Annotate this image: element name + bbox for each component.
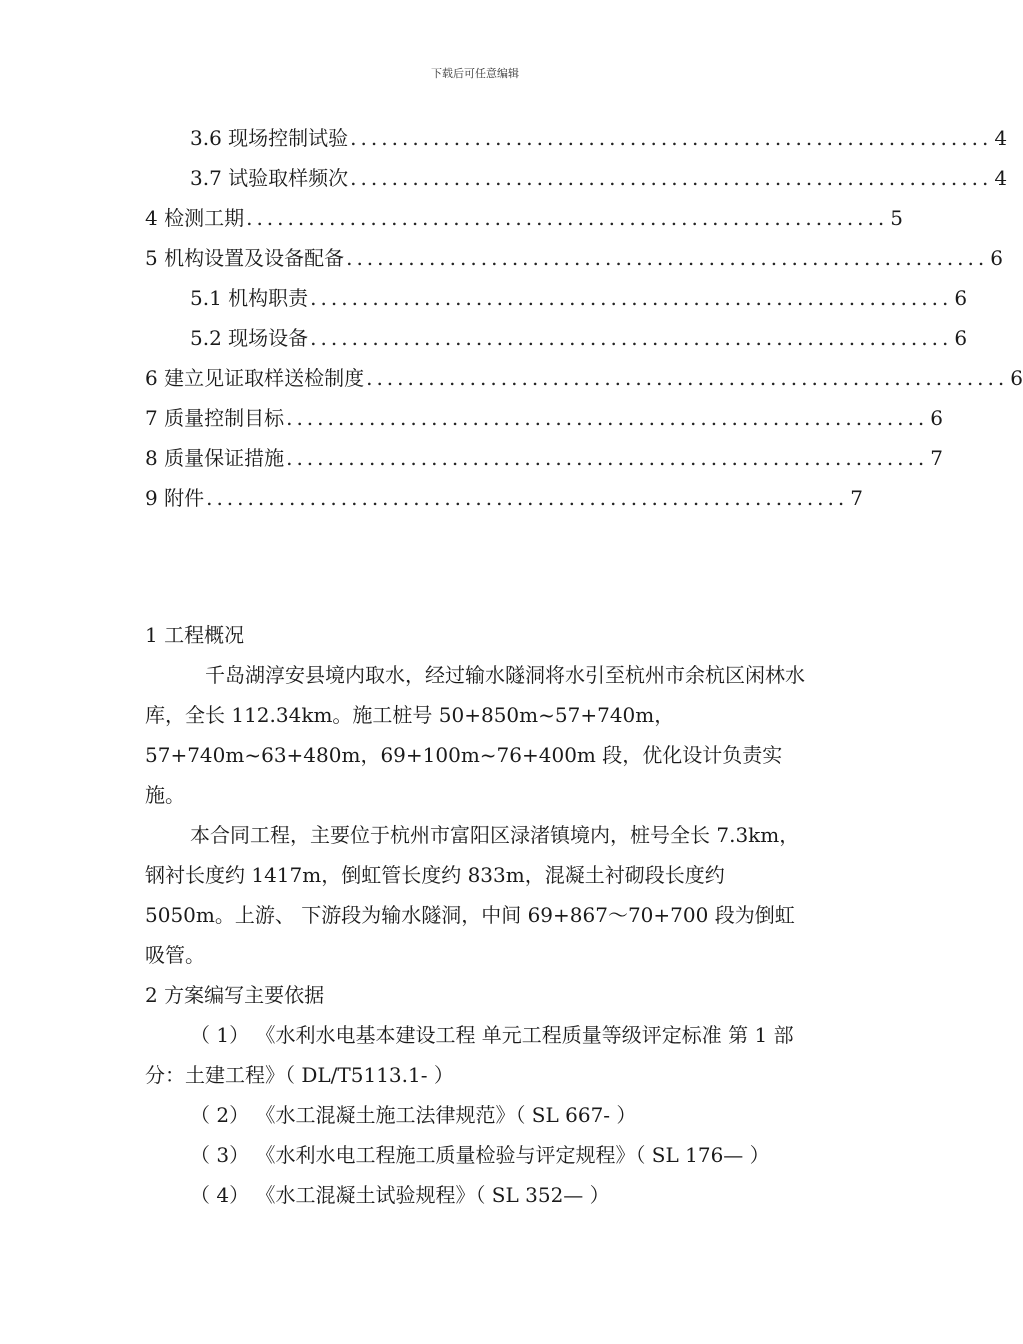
toc-dot-leader: .............................................................. <box>366 366 1009 390</box>
toc-entry[interactable] <box>145 485 863 511</box>
reference-item: （ 1） 《水利水电基本建设工程 单元工程质量等级评定标准 第 1 部分：土建工程》（ DL/T5113.1- ） <box>145 1023 794 1087</box>
toc-entry-label: 5.1 机构职责 <box>190 286 309 310</box>
toc-entry[interactable] <box>145 245 1003 271</box>
toc-entry-page: 6 <box>954 326 968 350</box>
toc-dot-leader: .............................................................. <box>350 126 993 150</box>
toc-entry[interactable] <box>190 285 968 311</box>
toc-dot-leader: .............................................................. <box>310 286 953 310</box>
toc-entry-label: 3.7 试验取样频次 <box>190 166 349 190</box>
section-heading: 2 方案编写主要依据 <box>145 983 325 1007</box>
reference-item: （ 3） 《水利水电工程施工质量检验与评定规程》（ SL 176— ） <box>190 1143 770 1167</box>
toc-entry-label: 8 质量保证措施 <box>145 446 285 470</box>
reference-item: （ 4） 《水工混凝土试验规程》（ SL 352— ） <box>190 1183 610 1207</box>
toc-entry[interactable] <box>145 365 1023 391</box>
toc-entry-page: 6 <box>1010 366 1023 390</box>
toc-entry-page: 4 <box>994 166 1008 190</box>
paragraph: 千岛湖淳安县境内取水，经过输水隧洞将水引至杭州市余杭区闲林水库，全长 112.34km。施工桩号 50+850m~57+740m，57+740m~63+480m，69+100m~76+400m 段，优化设计负责实施。 <box>145 663 805 807</box>
reference-item: （ 2） 《水工混凝土施工法律规范》（ SL 667- ） <box>190 1103 637 1127</box>
toc-dot-leader: .............................................................. <box>346 246 989 270</box>
toc-dot-leader: .............................................................. <box>310 326 953 350</box>
toc-entry-page: 7 <box>930 446 943 470</box>
toc-dot-leader: .............................................................. <box>286 446 929 470</box>
toc-entry-label: 6 建立见证取样送检制度 <box>145 366 365 390</box>
toc-dot-leader: .............................................................. <box>286 406 929 430</box>
toc-entry-label: 9 附件 <box>145 486 205 510</box>
toc-entry-page: 7 <box>850 486 863 510</box>
toc-entry-label: 3.6 现场控制试验 <box>190 126 349 150</box>
toc-entry[interactable] <box>190 125 1008 151</box>
toc-entry-page: 4 <box>994 126 1008 150</box>
toc-entry-page: 6 <box>954 286 968 310</box>
toc-entry[interactable] <box>145 205 903 231</box>
toc-entry-page: 6 <box>990 246 1003 270</box>
toc-entry-label: 7 质量控制目标 <box>145 406 285 430</box>
document-body <box>145 615 810 1215</box>
section-heading: 1 工程概况 <box>145 623 245 647</box>
toc-entry[interactable] <box>190 325 968 351</box>
toc-dot-leader: .............................................................. <box>246 206 889 230</box>
toc-dot-leader: .............................................................. <box>350 166 993 190</box>
toc-entry-page: 6 <box>930 406 943 430</box>
toc-entry[interactable] <box>190 165 1008 191</box>
toc-entry[interactable] <box>145 405 943 431</box>
toc-dot-leader: .............................................................. <box>206 486 849 510</box>
paragraph: 本合同工程，主要位于杭州市富阳区渌渚镇境内，桩号全长 7.3km，钢衬长度约 1417m，倒虹管长度约 833m，混凝土衬砌段长度约 5050m。上游、 下游段为输水隧洞，中间 69+867～70+700 段为倒虹吸管。 <box>145 823 800 967</box>
toc-entry-label: 5 机构设置及设备配备 <box>145 246 345 270</box>
toc-entry[interactable] <box>145 445 943 471</box>
toc-entry-page: 5 <box>890 206 903 230</box>
toc-entry-label: 4 检测工期 <box>145 206 245 230</box>
page-header-watermark: 下载后可任意编辑 <box>431 67 519 80</box>
toc-entry-label: 5.2 现场设备 <box>190 326 309 350</box>
